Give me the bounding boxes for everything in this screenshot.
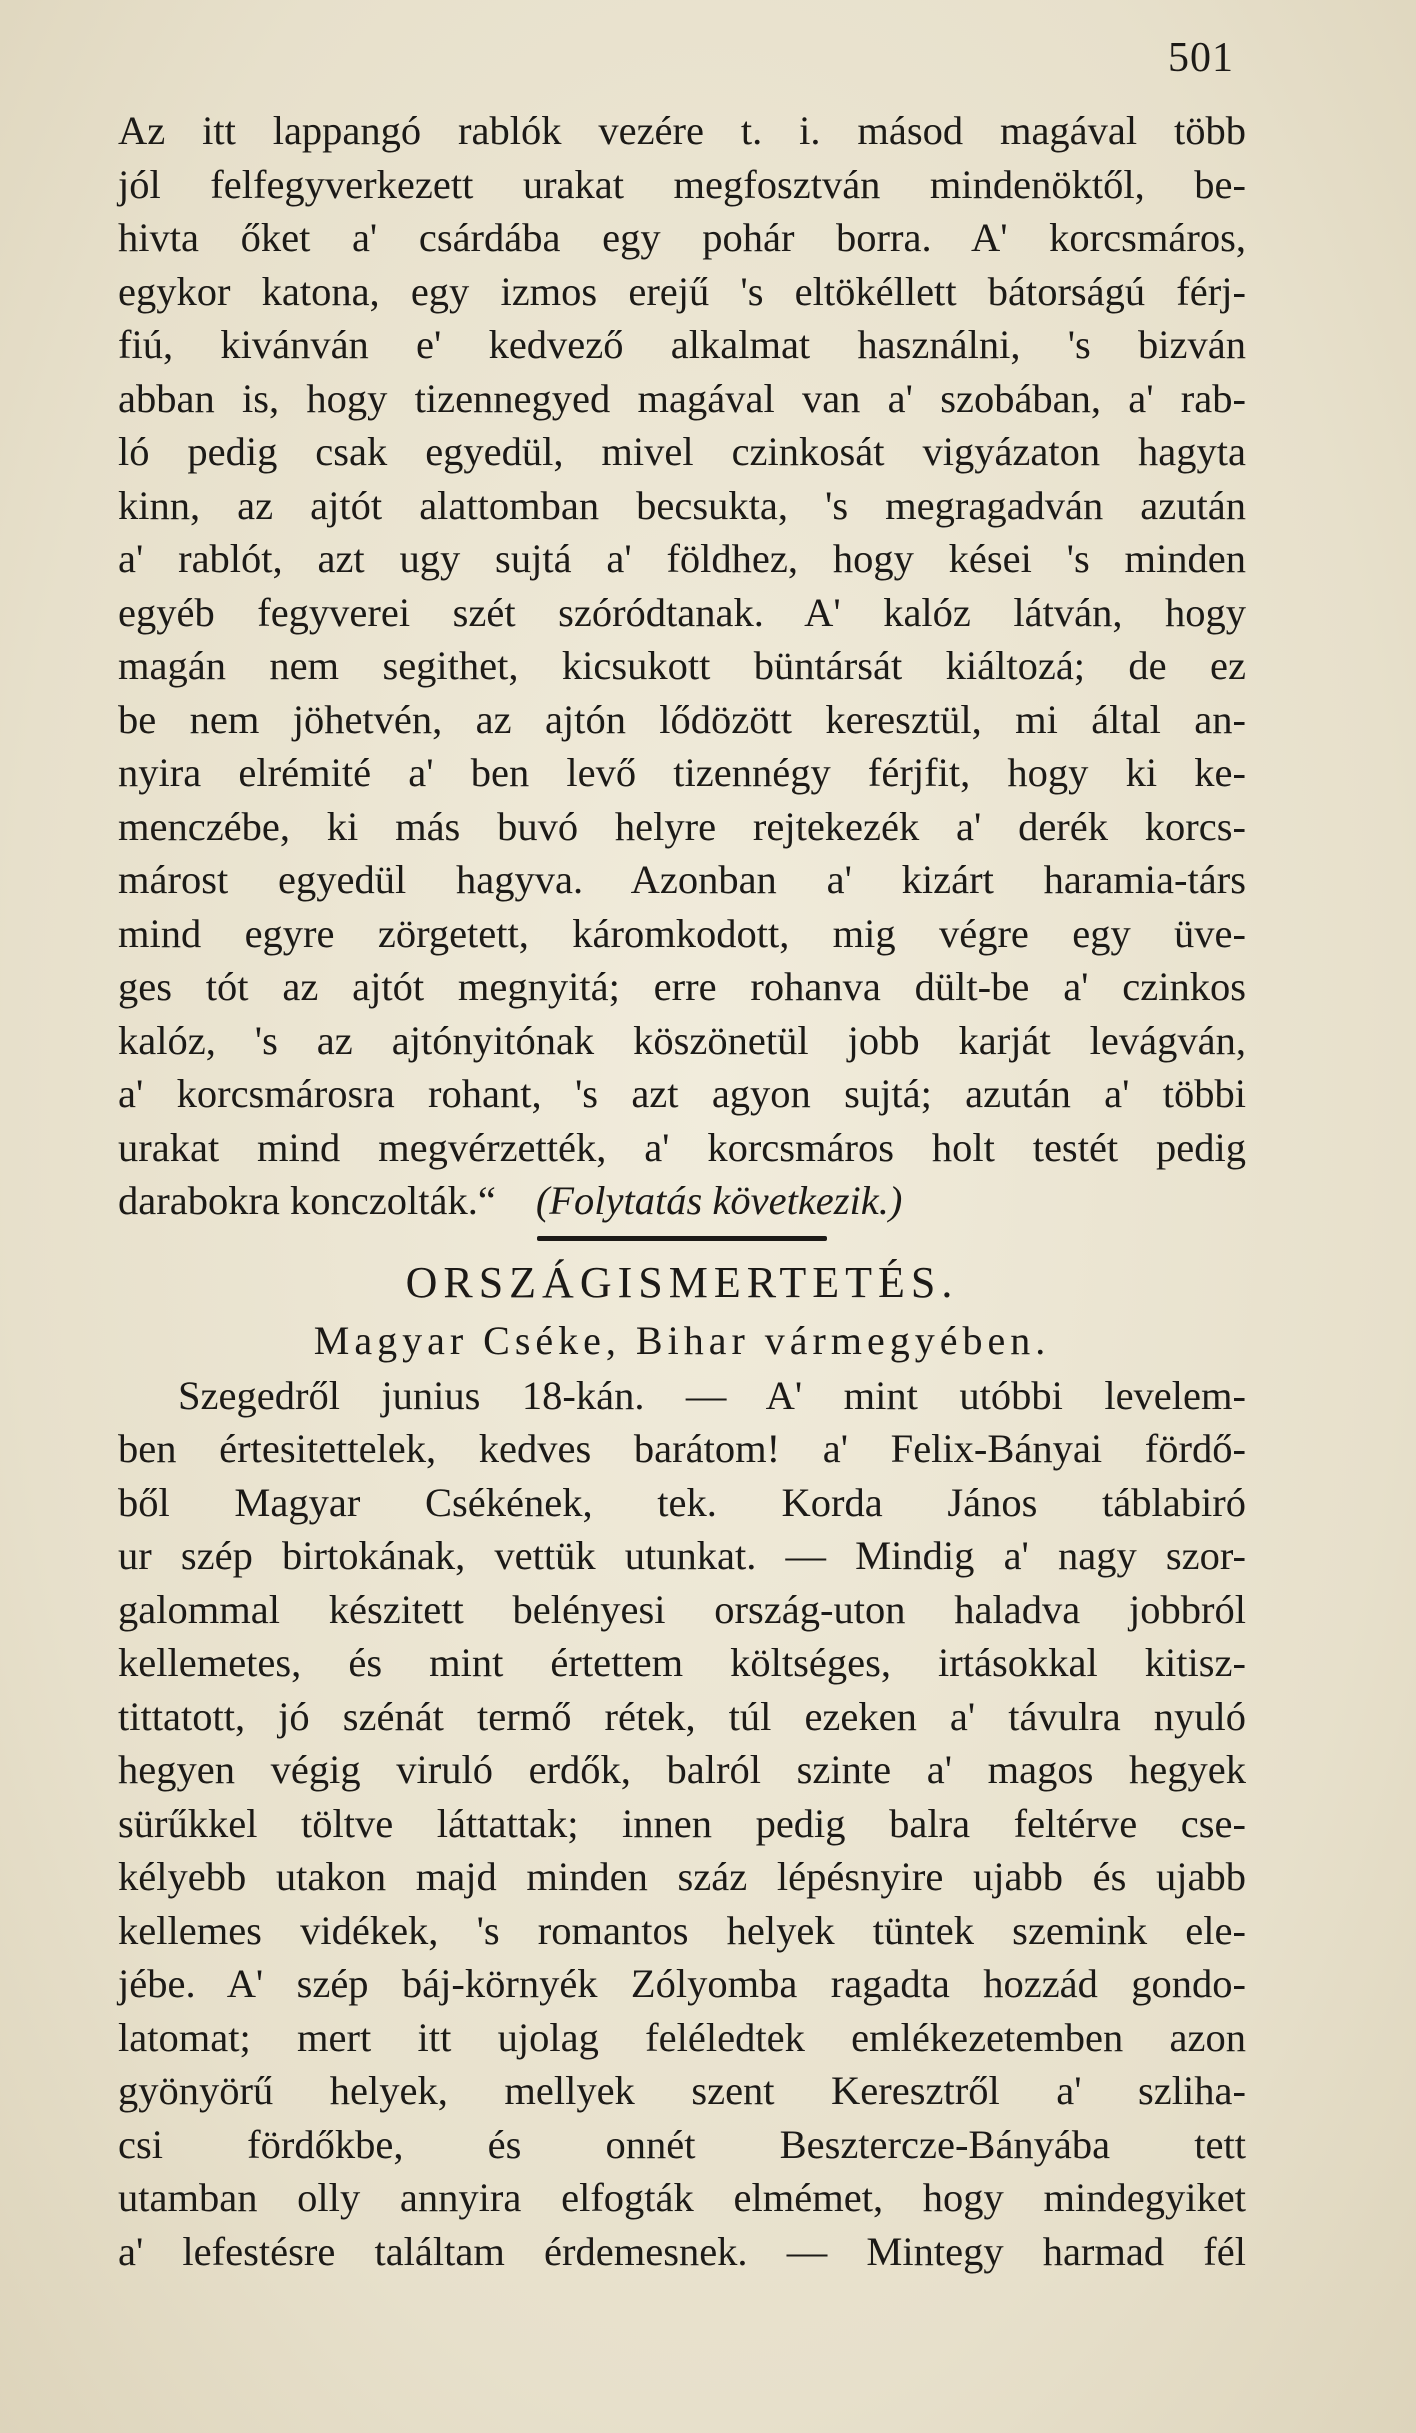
text-line: magán nem segithet, kicsukott büntársát kiáltozá; de ez — [118, 643, 1246, 688]
text-line: urakat mind megvérzették, a' korcsmáros holt testét pedig — [118, 1124, 1246, 1170]
text-line: utamban olly annyira elfogták elmémet, hogy mindegyiket — [118, 2175, 1246, 2220]
text-line: a' lefestésre találtam érdemesnek. — Mintegy harmad fél — [118, 2228, 1246, 2274]
page-number: 501 — [1168, 35, 1234, 81]
text-line: ur szép birtokának, vettük utunkat. — Mindig a' nagy szor- — [118, 1533, 1246, 1578]
section-subheading: Magyar Cséke, Bihar vármegyében. — [313, 1317, 1051, 1363]
text-line: a' rablót, azt ugy sujtá a' földhez, hogy kései 's minden — [118, 536, 1246, 581]
text-line: fiú, kivánván e' kedvező alkalmat használni, 's bizván — [118, 322, 1246, 367]
text-line: kellemes vidékek, 's romantos helyek tüntek szemink ele- — [118, 1907, 1246, 1953]
text-line: latomat; mert itt ujolag feléledtek emlékezetemben azon — [118, 2014, 1246, 2060]
text-line: kélyebb utakon majd minden száz lépésnyire ujabb és ujabb — [118, 1854, 1246, 1899]
text-line: sürűkkel töltve láttattak; innen pedig balra feltérve cse- — [118, 1800, 1246, 1846]
text-line: ges tót az ajtót megnyitá; erre rohanva dült-be a' czinkos — [118, 964, 1246, 1009]
text-line: gyönyörű helyek, mellyek szent Keresztről a' szliha- — [118, 2068, 1246, 2113]
article-continued — [118, 104, 1246, 1228]
text-line: abban is, hogy tizennegyed magával van a' szobában, a' rab- — [118, 375, 1246, 421]
final-text: darabokra konczolták.“ — [118, 1178, 496, 1223]
text-line: ből Magyar Csékének, tek. Korda János táblabiró — [118, 1479, 1246, 1525]
text-line: hegyen végig viruló erdők, balról szinte a' magos hegyek — [118, 1747, 1246, 1792]
text-line: jébe. A' szép báj-környék Zólyomba ragadta hozzád gondo- — [118, 1961, 1246, 2006]
continuation-note: (Folytatás következik.) — [535, 1178, 903, 1223]
text-line: Az itt lappangó rablók vezére t. i. másod magával több — [118, 108, 1246, 153]
text-line: csi fördőkbe, és onnét Beszterczе-Bányába tett — [118, 2121, 1246, 2167]
text-line: a' korcsmárosra rohant, 's azt agyon sujtá; azután a' többi — [118, 1071, 1246, 1116]
text-line: menczébe, ki más buvó helyre rejtekezék a' derék korcs- — [118, 803, 1246, 849]
text-line: Szegedről junius 18-kán. — A' mint utóbbi levelem- — [178, 1372, 1246, 1418]
text-line: kellemetes, és mint értettem költséges, irtásokkal kitisz- — [118, 1640, 1246, 1685]
text-line: egykor katona, egy izmos erejű 's eltökéllett bátorságú férj- — [118, 268, 1246, 314]
section-divider — [537, 1236, 827, 1241]
text-line: be nem jöhetvén, az ajtón lődözött keresztül, mi által an- — [118, 696, 1246, 742]
text-line: ben értesitettelek, kedves barátom! a' Felix-Bányai fördő- — [118, 1426, 1246, 1471]
text-column — [118, 104, 1246, 2278]
text-line: nyira elrémité a' ben levő tizennégy férjfit, hogy ki ke- — [118, 750, 1246, 795]
text-line: galommal készitett belényesi ország-uton haladva jobbról — [118, 1586, 1246, 1632]
text-line: jól felfegyverkezett urakat megfosztván mindenöktől, be- — [118, 161, 1246, 207]
text-line: kinn, az ajtót alattomban becsukta, 's megragadván azután — [118, 482, 1246, 528]
text-line: hivta őket a' csárdába egy pohár borra. A' korcsmáros, — [118, 215, 1246, 260]
article-orszagismertetes — [118, 1253, 1246, 2279]
text-line: mind egyre zörgetett, káromkodott, mig végre egy üve- — [118, 910, 1246, 956]
text-line-final — [118, 1174, 1246, 1228]
text-line: márost egyedül hagyva. Azonban a' kizárt haramia-társ — [118, 857, 1246, 902]
section-heading: ORSZÁGISMERTETÉS. — [405, 1257, 959, 1307]
text-line: ló pedig csak egyedül, mivel czinkosát vigyázaton hagyta — [118, 429, 1246, 474]
text-line: tittatott, jó szénát termő rétek, túl ezeken a' távulra nyuló — [118, 1693, 1246, 1739]
text-line: kalóz, 's az ajtónyitónak köszönetül jobb karját levágván, — [118, 1017, 1246, 1063]
text-line: egyéb fegyverei szét szóródtanak. A' kalóz látván, hogy — [118, 589, 1246, 635]
